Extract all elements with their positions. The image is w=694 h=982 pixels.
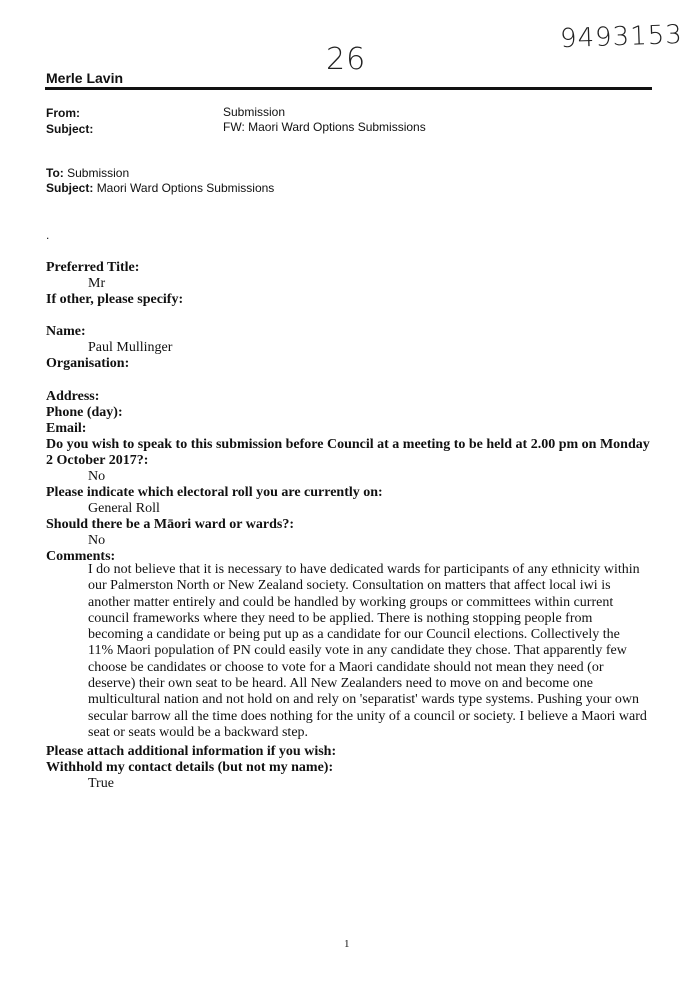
ward-answer: No [88,533,106,548]
phone-label: Phone (day): [46,405,123,420]
ward-question: Should there be a Māori ward or wards?: [46,517,294,532]
forwarded-to-line [46,166,129,180]
subject-label: Subject: [46,122,94,136]
forwarded-to-label: To: [46,166,64,180]
forwarded-to-value: Submission [67,166,130,180]
preferred-title-label: Preferred Title: [46,260,140,275]
attach-label: Please attach additional information if you wish: [46,744,337,759]
stray-dot: . [46,228,50,242]
handwritten-page-number: 26 [326,42,367,77]
handwritten-reference-number: 9493153 [559,19,684,55]
roll-question: Please indicate which electoral roll you are currently on: [46,485,383,500]
subject-value: FW: Maori Ward Options Submissions [223,120,426,134]
preferred-title-value: Mr [88,276,106,291]
speak-answer: No [88,469,106,484]
header-rule [45,87,652,90]
forwarded-subject-value: Maori Ward Options Submissions [96,181,275,195]
speak-question: Do you wish to speak to this submission before Council at a meeting to be held at 2.00 pm on Monday 2 October 2017?: [46,437,650,468]
from-label: From: [46,106,80,120]
forwarded-subject-label: Subject: [46,181,94,195]
address-label: Address: [46,389,100,404]
sender-name: Merle Lavin [46,70,124,86]
from-value: Submission [223,105,286,119]
footer-page-number: 1 [344,938,350,950]
organisation-label: Organisation: [46,356,130,371]
name-label: Name: [46,324,86,339]
email-label: Email: [46,421,87,436]
withhold-label: Withhold my contact details (but not my name): [46,760,334,775]
forwarded-subject-line [46,181,274,195]
withhold-value: True [88,776,114,791]
roll-answer: General Roll [88,501,160,516]
if-other-label: If other, please specify: [46,292,184,307]
comments-text: I do not believe that it is necessary to have dedicated wards for participants of any ethnicity within our Palmerston North or New Zealand society. Consultation on matters that affect local iwi is another matter entirely and could be handled by working groups or committees within current council frameworks where they need to be applied. There is nothing stopping people from becoming a candidate or being put up as a candidate for our Council elections. Collectively the 11% Maori population of PN could easily vote in any candidate they chose. That apparently few choose be candidates or choose to vote for a Maori candidate should not mean they need (or deserve) their own seat to be heard. All New Zealanders need to move on and become one multicultural nation and not hold on and rely on 'separatist' wards type systems. Pushing your own secular barrow all the time does nothing for the unity of a council or society. I believe a Maori ward seat or seats would be a backward step. [88,562,647,740]
name-value: Paul Mullinger [88,340,173,355]
comments-label: Comments: [46,549,116,564]
